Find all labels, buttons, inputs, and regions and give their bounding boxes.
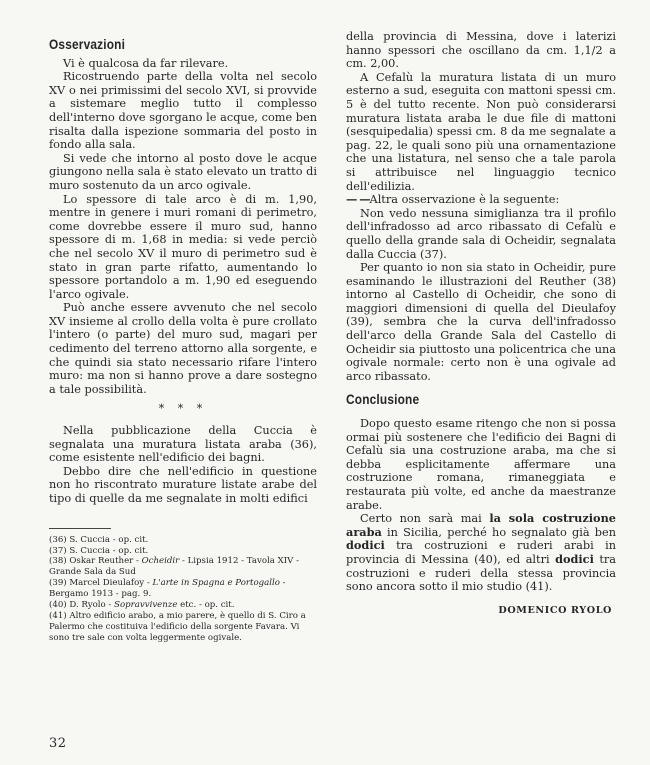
footnote-39: (39) Marcel Dieulafoy - L'arte in Spagna e Portogallo - Bergamo 1913 - pag. 9. <box>49 578 286 600</box>
paragraph: Non vedo nessuna simiglianza tra il profilo dell'infradosso ad arco ribassato di Cefalù e quello della grande sala di Ocheidir, segnalata dalla Cuccia (37). <box>346 206 616 261</box>
paragraph: Vi è qualcosa da far rilevare. <box>63 56 229 70</box>
dash-mark: — — <box>346 192 370 207</box>
section-heading-osservazioni: Osservazioni <box>49 37 126 52</box>
footnote-40: (40) D. Ryolo - Sopravvivenze etc. - op. cit. <box>49 600 235 611</box>
right-column <box>346 30 616 617</box>
footnote-37: (37) S. Cuccia - op. cit. <box>49 545 149 556</box>
paragraph: Si vede che intorno al posto dove le acque giungono nella sala è stato elevato un tratto di muro sostenuto da un arco ogivale. <box>49 151 317 192</box>
footnote-36: (36) S. Cuccia - op. cit. <box>49 534 149 545</box>
footnote-38: (38) Oskar Reuther - Ocheidir - Lipsia 1912 - Tavola XIV - Grande Sala da Sud <box>49 556 299 578</box>
paragraph: della provincia di Messina, dove i laterizi hanno spessori che oscillano da cm. 1,1/2 a cm. 2,00. <box>346 30 616 71</box>
paragraph: Nella pubblicazione della Cuccia è segnalata una muratura listata araba (36), come esistente nell'edificio dei bagni. <box>49 424 317 465</box>
paragraph: A Cefalù la muratura listata di un muro esterno a sud, eseguita con mattoni spessi cm. 5 è del tutto recente. Non può considerarsi muratura listata araba le due file di mattoni (sesquipedalia) spessi cm. 8 da me segnalate a pag. 22, le quali sono più una ornamentazione che una listatura, nel senso che a tale parola si attribuisce nel linguaggio tecnico dell'edilizia. <box>346 70 616 193</box>
paragraph: Debbo dire che nell'edificio in questione non ho riscontrato murature listate arabe del tipo di quelle da me segnalate in molti edifici <box>49 464 317 505</box>
paragraph: Certo non sarà mai la sola costruzione araba in Sicilia, perché ho segnalato già ben dodici tra costruzioni e ruderi arabi in provincia di Messina (40), ed altri dodici tra costruzioni e ruderi della stessa provincia sono ancora sotto il mio studio (41). <box>346 511 616 594</box>
paragraph: Ricostruendo parte della volta nel secolo XV o nei primissimi del secolo XVI, si provvide a sistemare meglio tutto il complesso dell'interno dove sgorgano le acque, come ben risalta dalla ispezione sommaria del posto in fondo alla sala. <box>49 70 317 152</box>
section-heading-conclusione: Conclusione <box>346 392 420 408</box>
footnote-41: (41) Altro edificio arabo, a mio parere, è quello di S. Ciro a Palermo che costituiva l'edificio della sorgente Favara. Vi sono tre sale con volta leggermente ogivale. <box>49 610 306 643</box>
paragraph: Per quanto io non sia stato in Ocheidir, pure esaminando le illustrazioni del Reuther (38) intorno al Castello di Ocheidir, che sono di maggiori dimensioni di quella del Dieulafoy (39), sembra che la curva dell'infradosso dell'arco della Grande Sala del Castello di Ocheidir sia piuttosto una policentrica che una ogivale normale: certo non è una ogivale ad arco ribassato. <box>346 261 616 383</box>
page-number: 32 <box>49 736 67 751</box>
paragraph: Lo spessore di tale arco è di m. 1,90, mentre in genere i muri romani di perimetro, come dovrebbe essere il muro sud, hanno spessore di m. 1,68 in media: si vede perciò che nel secolo XV il muro di perimetro sud è stato in gran parte rifatto, aumentando lo spessore portandolo a m. 1,90 ed eseguendo l'arco ogivale. <box>49 192 317 301</box>
footnotes <box>49 535 317 644</box>
footnote-rule <box>49 528 111 529</box>
paragraph: — —Altra osservazione è la seguente: <box>346 192 560 207</box>
paragraph: Dopo questo esame ritengo che non si possa ormai più sostenere che l'edificio dei Bagni di Cefalù sia una costruzione araba, ma che si debba esplicitamente affermare una costruzione romana, rimaneggiata e restaurata più volte, ed anche da maestranze arabe. <box>346 417 616 512</box>
section-separator: * * * <box>158 402 208 416</box>
left-column <box>49 30 317 644</box>
author-signature: DOMENICO RYOLO <box>498 604 612 616</box>
paragraph: Può anche essere avvenuto che nel secolo XV insieme al crollo della volta è pure crollato l'intero (o parte) del muro sud, magari per cedimento del terreno attorno alla sorgente, e che quindi sia stato necessario rifare l'intero muro: ma non si hanno prove a dare sostegno a tale possibilità. <box>49 301 317 396</box>
